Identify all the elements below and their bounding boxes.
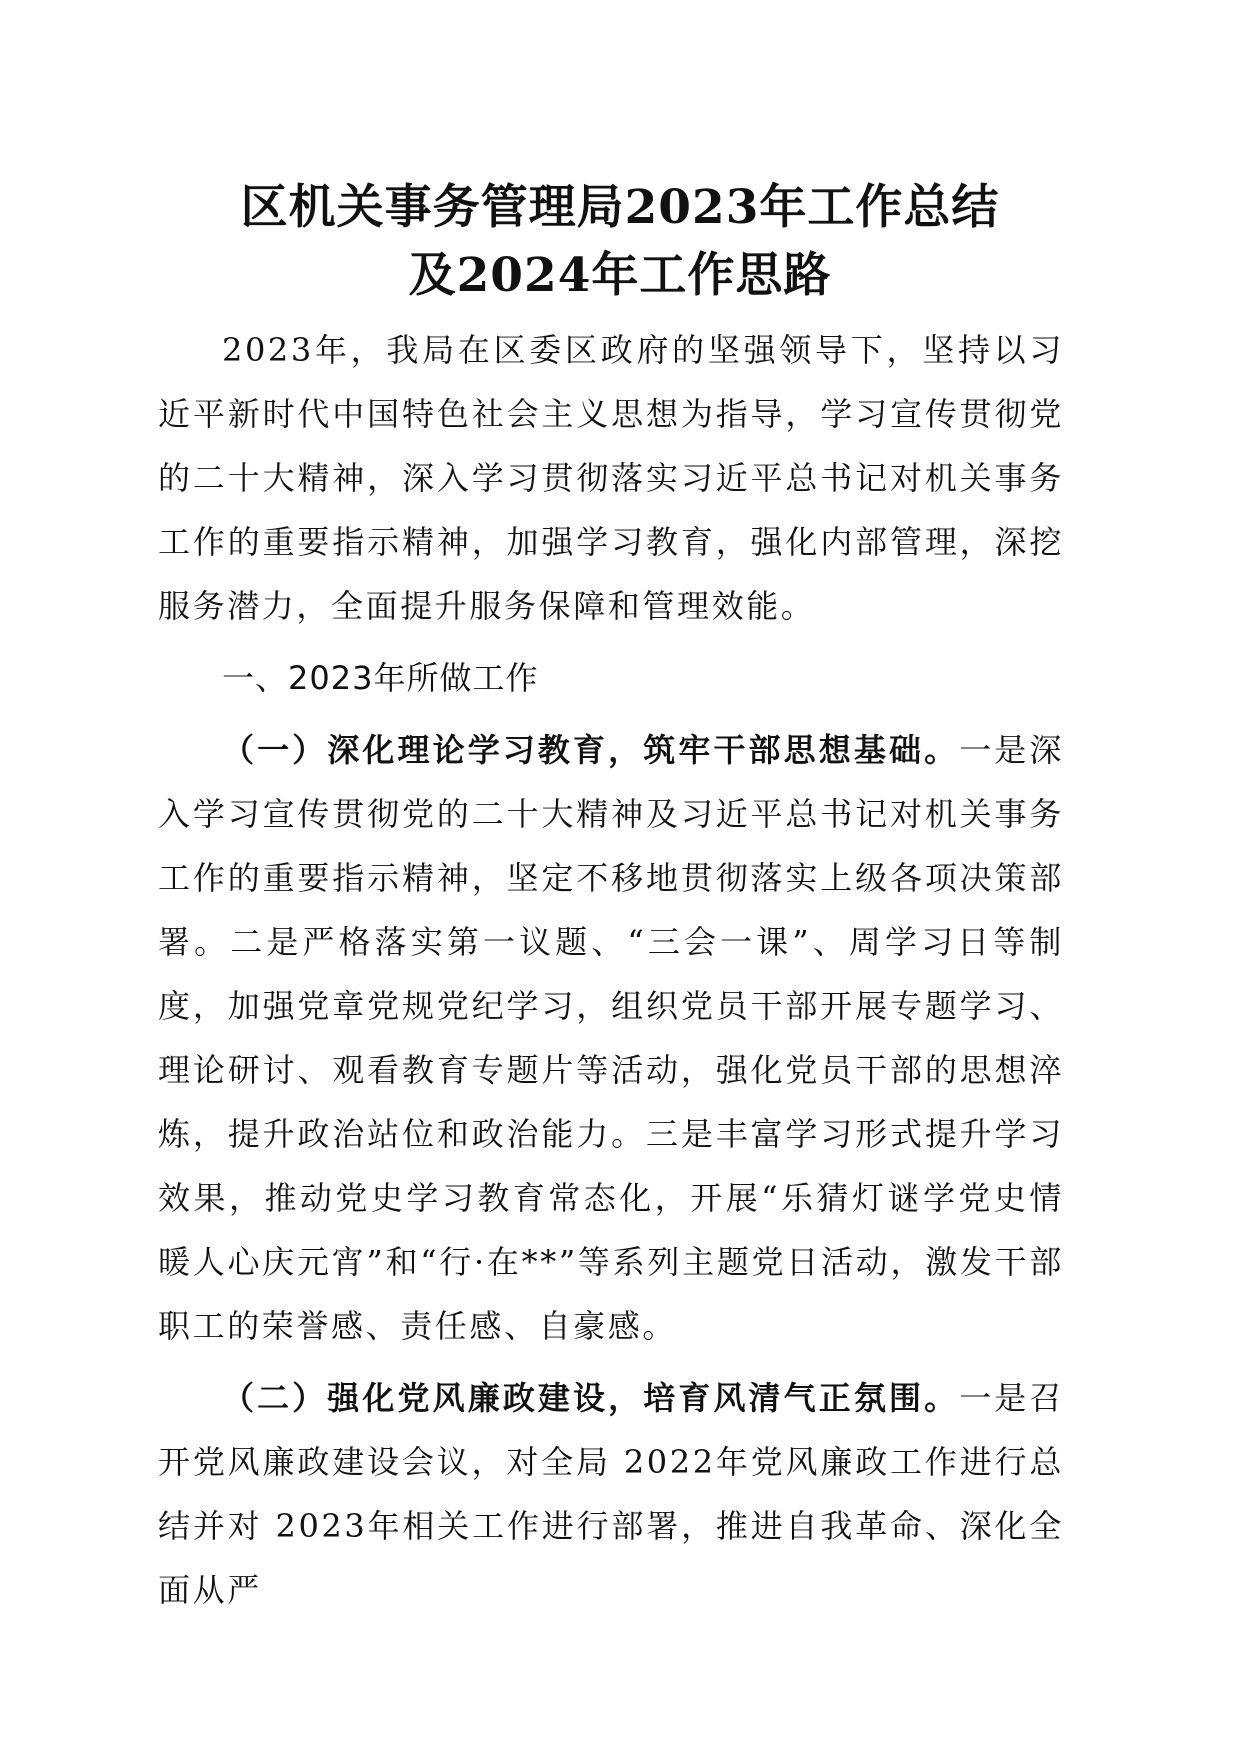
- subsection-2-paragraph: [158, 1366, 1064, 1622]
- subsection-1-text: 一是深入学习宣传贯彻党的二十大精神及习近平总书记对机关事务工作的重要指示精神，坚定不移地贯彻落实上级各项决策部署。二是严格落实第一议题、“三会一课”、周学习日等制度，加强党章党规党纪学习，组织党员干部开展专题学习、理论研讨、观看教育专题片等活动，强化党员干部的思想淬炼，提升政治站位和政治能力。三是丰富学习形式提升学习效果，推动党史学习教育常态化，开展“乐猜灯谜学党史情暖人心庆元宵”和“行·在**”等系列主题党日活动，激发干部职工的荣誉感、责任感、自豪感。: [158, 731, 1064, 1345]
- document-body: [158, 318, 1064, 1630]
- subsection-2-heading: （二）强化党风廉政建设，培育风清气正氛围。: [222, 1379, 960, 1417]
- subsection-2-text: 一是召开党风廉政建设会议，对全局 2022年党风廉政工作进行总结并对 2023年相关工作进行部署，推进自我革命、深化全面从严: [158, 1379, 1064, 1609]
- section-1-heading: 一、2023年所做工作: [222, 659, 539, 697]
- subsection-1-heading: （一）深化理论学习教育，筑牢干部思想基础。: [222, 731, 960, 769]
- intro-paragraph: 2023年，我局在区委区政府的坚强领导下，坚持以习近平新时代中国特色社会主义思想为指导，学习宣传贯彻党的二十大精神，深入学习贯彻落实习近平总书记对机关事务工作的重要指示精神，加强学习教育，强化内部管理，深挖服务潜力，全面提升服务保障和管理效能。: [158, 331, 1064, 625]
- document-title-line-1: 区机关事务管理局2023年工作总结: [240, 180, 1000, 235]
- subsection-1-paragraph: [158, 718, 1064, 1358]
- document-title-line-2: 及2024年工作思路: [408, 248, 832, 303]
